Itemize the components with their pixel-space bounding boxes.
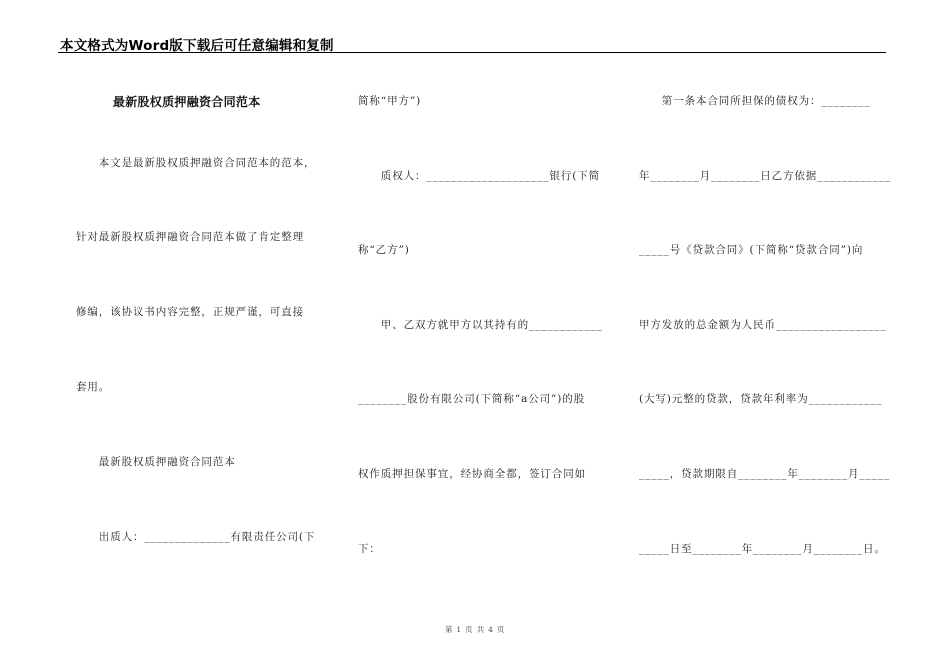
header-text: 本文格式为Word版下载后可任意编辑和复制 — [60, 38, 334, 54]
body-line: 简称“甲方”) — [358, 95, 422, 107]
body-line: _____日至________年________月________日。 — [639, 543, 886, 555]
body-line: 年________月________日乙方依据____________ — [639, 170, 891, 182]
body-line: (大写)元整的贷款，贷款年利率为____________ — [639, 393, 883, 405]
page-number: 第 1 页 共 4 页 — [444, 625, 506, 634]
body-line: 甲方发放的总金额为人民币__________________ — [639, 319, 887, 331]
body-line: ________股份有限公司(下简称“a公司”)的股 — [358, 393, 586, 405]
body-line: 套用。 — [76, 381, 111, 393]
body-line: 本文是最新股权质押融资合同范本的范本， — [76, 157, 316, 169]
body-line: 甲、乙双方就甲方以其持有的____________ — [358, 319, 603, 331]
text-column-3 — [639, 0, 889, 672]
document-title: 最新股权质押融资合同范本 — [76, 95, 261, 109]
body-line: 下： — [358, 543, 381, 555]
body-line: 质权人：____________________银行(下简 — [358, 170, 600, 182]
body-line: 权作质押担保事宜，经协商全都，签订合同如 — [358, 468, 586, 480]
body-line: 针对最新股权质押融资合同范本做了肯定整理 — [76, 231, 304, 243]
body-line: 修编，该协议书内容完整，正规严谨，可直接 — [76, 306, 304, 318]
text-column-2 — [358, 0, 608, 672]
section-heading: 最新股权质押融资合同范本 — [76, 456, 236, 468]
body-line: 出质人：______________有限责任公司(下 — [76, 531, 316, 543]
body-line: _____，贷款期限自________年________月_____ — [639, 468, 891, 480]
body-line: 第一条本合同所担保的债权为：________ — [639, 95, 871, 107]
body-line: 称“乙方”) — [358, 244, 410, 256]
text-column-1 — [76, 0, 326, 672]
body-line: _____号《贷款合同》(下简称“贷款合同”)向 — [639, 244, 864, 256]
